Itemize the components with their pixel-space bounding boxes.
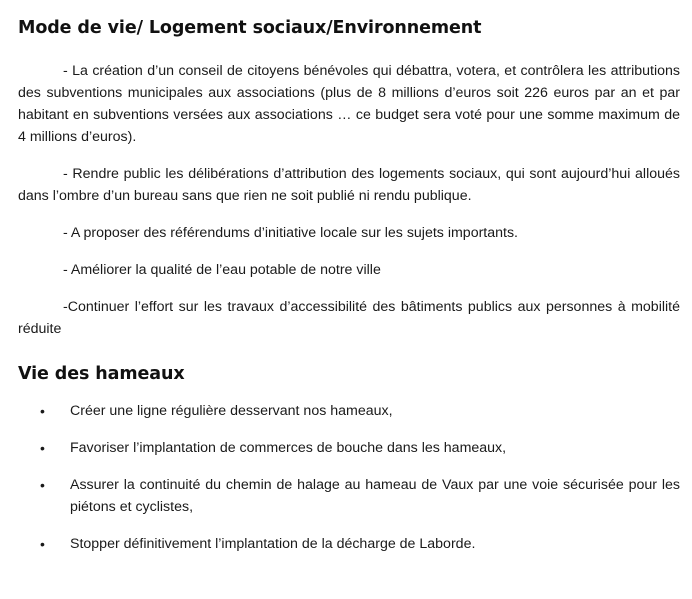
paragraph-conseil-citoyens: - La création d’un conseil de citoyens bénévoles qui débattra, votera, et contrôlera les attributions des subventions municipales aux associations (plus de 8 millions d’euros soit 226 euros par an et par habitant en subventions versées aux associations … ce budget sera voté pour une somme maximum de 4 millions d’euros). [18,63,680,145]
list-item-text: Favoriser l’implantation de commerces de bouche dans les hameaux, [70,440,507,456]
bullet-icon: • [40,536,45,552]
section-body-mode-de-vie [18,60,680,340]
paragraph-eau-potable: - Améliorer la qualité de l’eau potable de notre ville [63,262,381,278]
bullet-icon: • [40,403,45,419]
list-item-text: Créer une ligne régulière desservant nos hameaux, [70,403,393,419]
section-title-vie-des-hameaux: Vie des hameaux [18,364,185,384]
list-item [18,400,680,422]
list-item [18,533,680,555]
list-item [18,474,680,518]
list-item-text: Stopper définitivement l’implantation de la décharge de Laborde. [70,536,476,552]
bullet-icon: • [40,477,45,493]
section-title-mode-de-vie: Mode de vie/ Logement sociaux/Environnement [18,18,482,38]
bullet-icon: • [40,440,45,456]
paragraph-accessibilite: -Continuer l’effort sur les travaux d’accessibilité des bâtiments publics aux personnes à mobilité réduite [18,299,680,337]
paragraph-logements-sociaux: - Rendre public les délibérations d’attribution des logements sociaux, qui sont aujourd’hui alloués dans l’ombre d’un bureau sans que rien ne soit publié ni rendu publique. [18,166,680,204]
paragraph-referendums: - A proposer des référendums d’initiative locale sur les sujets importants. [63,225,519,241]
list-item-text: Assurer la continuité du chemin de halage au hameau de Vaux par une voie sécurisée pour les piétons et cyclistes, [70,477,680,515]
list-item [18,437,680,459]
bullet-list-hameaux [18,400,680,555]
